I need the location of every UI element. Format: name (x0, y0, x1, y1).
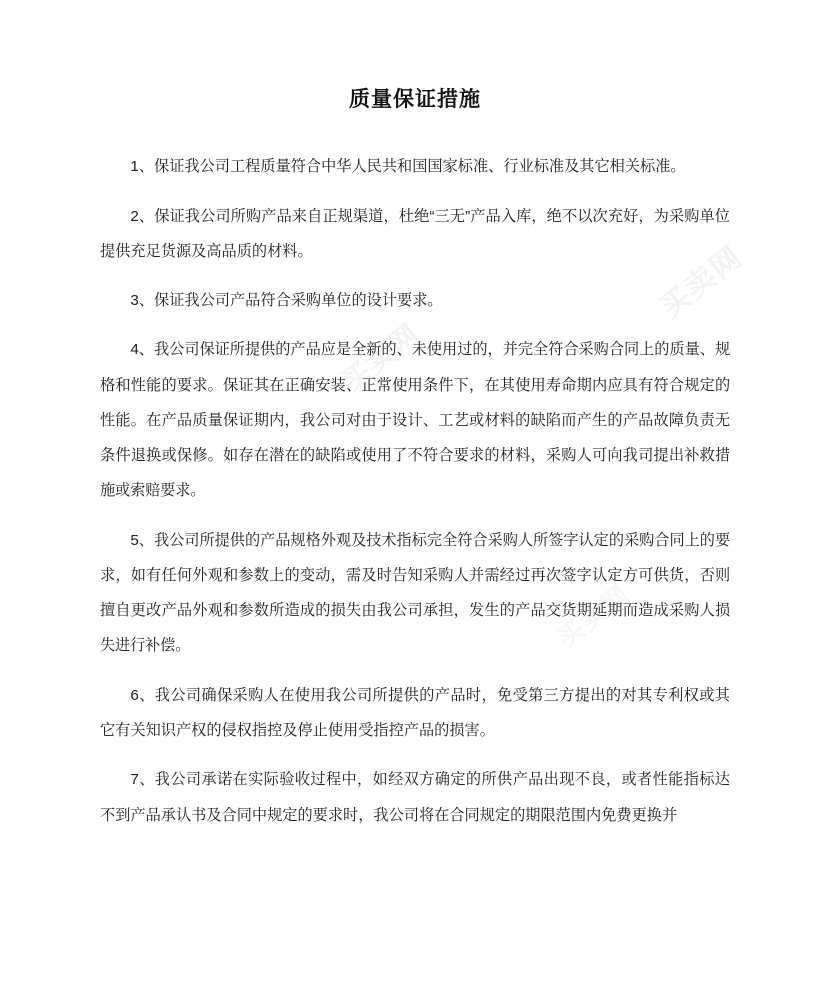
clause-list (100, 149, 730, 833)
clause-paragraph-7: 7、我公司承诺在实际验收过程中，如经双方确定的所供产品出现不良，或者性能指标达不到产品承认书及合同中规定的要求时，我公司将在合同规定的期限范围内免费更换并 (100, 771, 730, 824)
document-title: 质量保证措施 (349, 88, 481, 111)
clause-paragraph-5: 5、我公司所提供的产品规格外观及技术指标完全符合采购人所签字认定的采购合同上的要求，如有任何外观和参数上的变动，需及时告知采购人并需经过再次签字认定方可供货，否则擅自更改产品外观和参数所造成的损失由我公司承担，发生的产品交货期延期而造成采购人损失进行补偿。 (100, 531, 730, 655)
clause-paragraph-3: 3、保证我公司产品符合采购单位的设计要求。 (130, 292, 443, 310)
clause-paragraph-6: 6、我公司确保采购人在使用我公司所提供的产品时，免受第三方提出的对其专利权或其它有关知识产权的侵权指控及停止使用受指控产品的损害。 (100, 686, 730, 740)
watermark-text: 买卖网 (551, 578, 636, 654)
clause-paragraph-2: 2、保证我公司所购产品来自正规渠道，杜绝“三无”产品入库，绝不以次充好，为采购单位提供充足货源及高品质的材料。 (100, 207, 730, 260)
watermark-text: 买卖网 (653, 239, 750, 326)
clause-paragraph-4: 4、我公司保证所提供的产品应是全新的、未使用过的，并完全符合采购合同上的质量、规格和性能的要求。保证其在正确安装、正常使用条件下，在其使用寿命期内应具有符合规定的性能。在产品质量保证期内，我公司对由于设计、工艺或材料的缺陷而产生的产品故障负责无条件退换或保修。如存在潜在的缺陷或使用了不符合要求的材料，采购人可向我司提出补救措施或索赔要求。 (100, 341, 730, 500)
clause-paragraph-1: 1、保证我公司工程质量符合中华人民共和国国家标准、行业标准及其它相关标准。 (130, 158, 686, 176)
watermark-text: 买卖网 (335, 317, 426, 398)
